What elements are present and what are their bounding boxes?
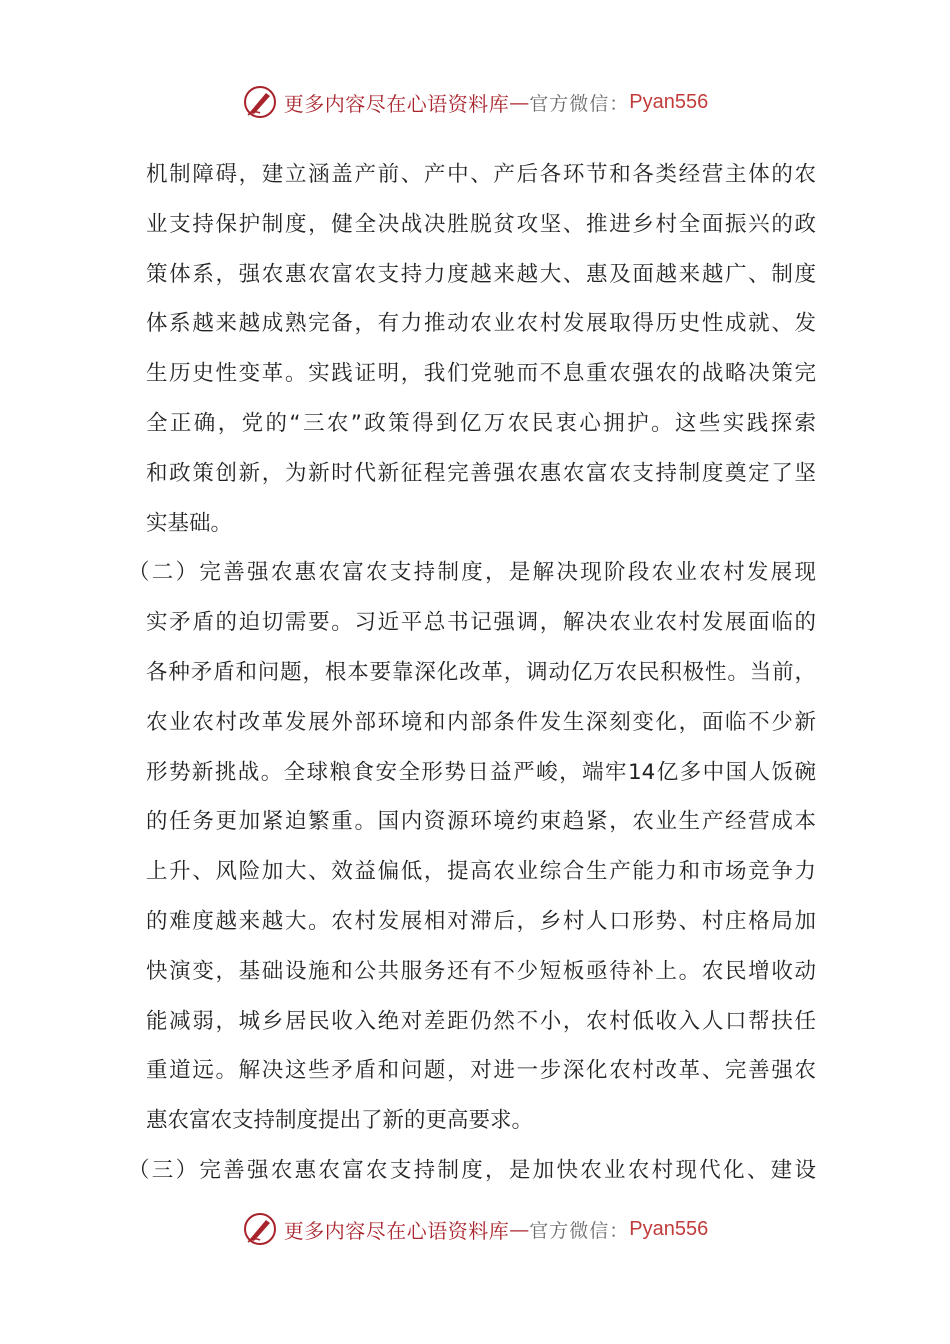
body-line: 惠农富农支持制度提出了新的更高要求。 bbox=[146, 1108, 534, 1134]
banner-title: 更多内容尽在心语资料库 bbox=[283, 91, 510, 116]
pen-logo-icon bbox=[242, 1211, 278, 1247]
footer-banner bbox=[0, 1209, 950, 1249]
banner-title: 更多内容尽在心语资料库 bbox=[283, 1218, 510, 1243]
body-line: 实矛盾的迫切需要。习近平总书记强调，解决农业农村发展面临的 bbox=[146, 610, 816, 636]
banner-separator: — bbox=[509, 90, 530, 114]
wechat-id: Pyan556 bbox=[629, 1217, 709, 1240]
body-line: 的任务更加紧迫繁重。国内资源环境约束趋紧，农业生产经营成本 bbox=[146, 809, 816, 835]
body-line: 各种矛盾和问题，根本要靠深化改革，调动亿万农民积极性。当前， bbox=[146, 659, 816, 685]
body-line: 的难度越来越大。农村发展相对滞后，乡村人口形势、村庄格局加 bbox=[146, 908, 816, 934]
body-line: 和政策创新，为新时代新征程完善强农惠农富农支持制度奠定了坚 bbox=[146, 460, 816, 486]
wechat-label: 官方微信： bbox=[529, 92, 630, 115]
body-line: 上升、风险加大、效益偏低，提高农业综合生产能力和市场竞争力 bbox=[146, 859, 816, 885]
paragraph-heading-line: （二）完善强农惠农富农支持制度，是解决现阶段农业农村发展现 bbox=[128, 560, 816, 586]
paragraph-heading-line: （三）完善强农惠农富农支持制度，是加快农业农村现代化、建设 bbox=[128, 1157, 816, 1183]
document-body bbox=[128, 150, 816, 1196]
body-line: 业支持保护制度，健全决战决胜脱贫攻坚、推进乡村全面振兴的政 bbox=[146, 211, 816, 237]
body-line: 能减弱，城乡居民收入绝对差距仍然不小，农村低收入人口帮扶任 bbox=[146, 1008, 816, 1034]
body-line: 农业农村改革发展外部环境和内部条件发生深刻变化，面临不少新 bbox=[146, 709, 816, 735]
pen-logo-icon bbox=[242, 84, 278, 120]
body-line: 体系越来越成熟完备，有力推动农业农村发展取得历史性成就、发 bbox=[146, 311, 816, 337]
body-line: 机制障碍，建立涵盖产前、产中、产后各环节和各类经营主体的农 bbox=[146, 162, 816, 187]
header-banner bbox=[0, 82, 950, 122]
body-line: 策体系，强农惠农富农支持力度越来越大、惠及面越来越广、制度 bbox=[146, 261, 816, 287]
body-line: 实基础。 bbox=[146, 510, 233, 536]
body-line: 重道远。解决这些矛盾和问题，对进一步深化农村改革、完善强农 bbox=[146, 1058, 816, 1084]
wechat-label: 官方微信： bbox=[529, 1219, 630, 1242]
banner-separator: — bbox=[509, 1217, 530, 1241]
wechat-id: Pyan556 bbox=[629, 90, 709, 113]
body-line: 全正确，党的“三农”政策得到亿万农民衷心拥护。这些实践探索 bbox=[146, 410, 816, 436]
body-line: 快演变，基础设施和公共服务还有不少短板亟待补上。农民增收动 bbox=[146, 958, 816, 984]
body-line: 形势新挑战。全球粮食安全形势日益严峻，端牢14亿多中国人饭碗 bbox=[146, 759, 816, 785]
body-line: 生历史性变革。实践证明，我们党驰而不息重农强农的战略决策完 bbox=[146, 361, 816, 387]
